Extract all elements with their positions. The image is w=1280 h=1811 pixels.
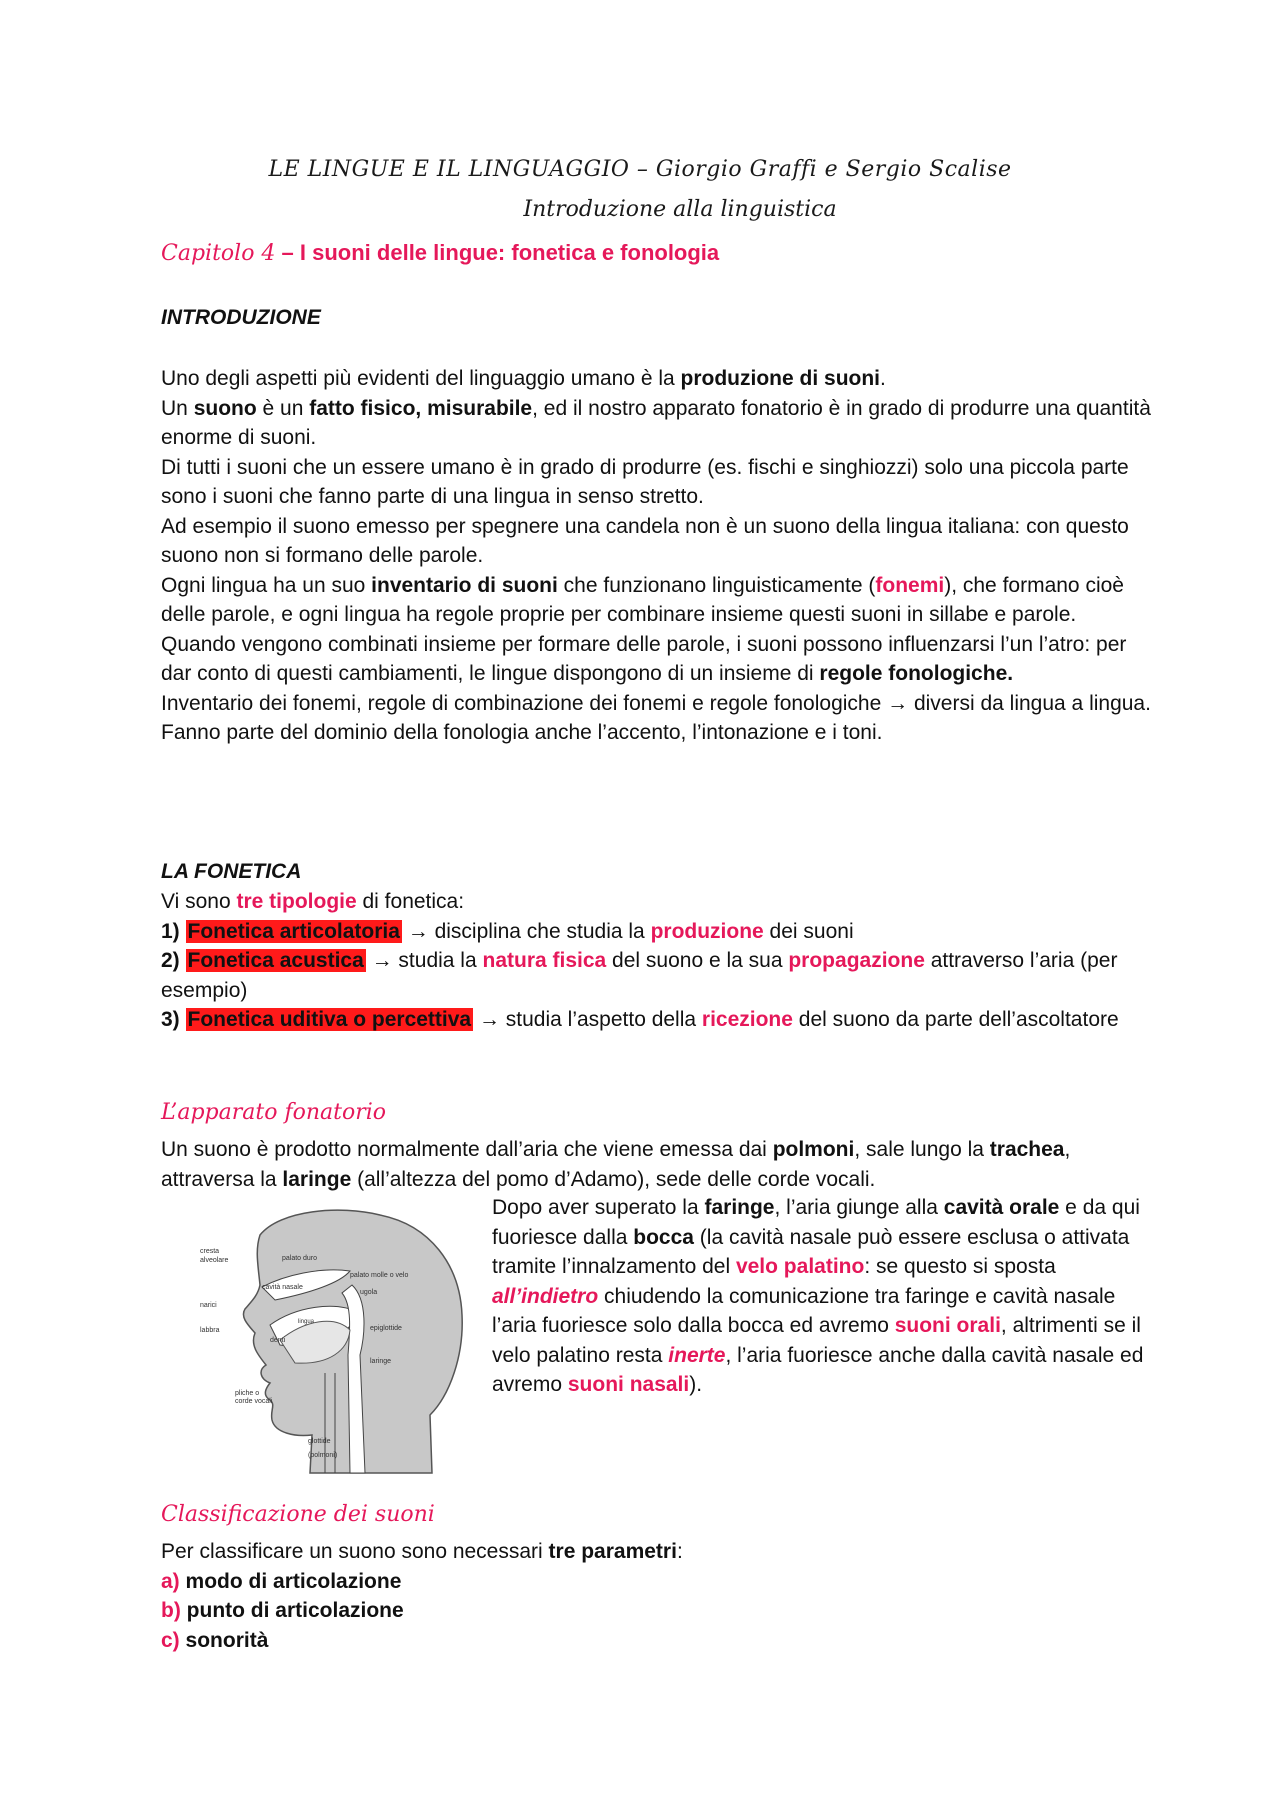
arrow-icon: →	[887, 691, 909, 715]
figure-label: laringe	[370, 1358, 392, 1365]
figure-label: alveolare	[200, 1257, 229, 1264]
document-title: LE LINGUE E IL LINGUAGGIO – Giorgio Graffi e Sergio Scalise	[268, 157, 1012, 182]
intro-paragraph: Fanno parte del dominio della fonologia anche l’accento, l’intonazione e i toni.	[161, 721, 883, 744]
vocal-tract-illustration	[200, 1205, 480, 1475]
highlight-term: Fonetica articolatoria	[187, 919, 400, 943]
figure-label: glottide	[308, 1438, 331, 1445]
chapter-title: I suoni delle lingue: fonetica e fonologia	[299, 240, 720, 265]
fonetica-item: 2) Fonetica acustica → studia la natura fisica del suono e la sua propagazione attraverso l’aria (per esempio)	[161, 949, 1118, 1002]
fonetica-item: 1) Fonetica articolatoria → disciplina che studia la produzione dei suoni	[161, 919, 854, 943]
apparato-heading: L’apparato fonatorio	[161, 1100, 386, 1125]
intro-paragraph: Ogni lingua ha un suo inventario di suoni che funzionano linguisticamente (fonemi), che formano cioè delle parole, e ogni lingua ha regole proprie per combinare insieme questi suoni in sillabe e parole.	[161, 573, 1124, 626]
figure-label: cresta	[200, 1248, 220, 1255]
list-item: b) punto di articolazione	[161, 1599, 404, 1622]
apparato-description: Dopo aver superato la faringe, l’aria giunge alla cavità orale e da qui fuoriesce dalla bocca (la cavità nasale può essere esclusa o attivata tramite l’innalzamento del velo palatino: se questo si sposta all’indietro chiudendo la comunicazione tra faringe e cavità nasale l’aria fuoriesce solo dalla bocca ed avremo suoni orali, altrimenti se il velo palatino resta inerte, l’aria fuoriesce anche dalla cavità nasale ed avremo suoni nasali).	[492, 1196, 1144, 1396]
fonetica-body	[161, 887, 1151, 1035]
figure-label: (polmoni)	[308, 1452, 338, 1459]
fonetica-heading: LA FONETICA	[161, 860, 302, 883]
intro-paragraph: Un suono è un fatto fisico, misurabile, ed il nostro apparato fonatorio è in grado di produrre una quantità enorme di suoni.	[161, 396, 1151, 449]
intro-paragraph: Uno degli aspetti più evidenti del linguaggio umano è la produzione di suoni.	[161, 367, 886, 390]
apparato-intro: Un suono è prodotto normalmente dall’aria che viene emessa dai polmoni, sale lungo la trachea, attraversa la laringe (all’altezza del pomo d’Adamo), sede delle corde vocali.	[161, 1138, 1071, 1191]
intro-paragraph: Di tutti i suoni che un essere umano è in grado di produrre (es. fischi e singhiozzi) solo una piccola parte sono i suoni che fanno parte di una lingua in senso stretto.	[161, 455, 1129, 508]
highlight-term: Fonetica acustica	[187, 949, 364, 972]
intro-body	[161, 364, 1151, 748]
chapter-dash: –	[275, 240, 300, 265]
figure-label: pliche o	[235, 1390, 260, 1397]
figure-label: labbra	[200, 1327, 220, 1334]
figure-label: epiglottide	[370, 1325, 402, 1332]
list-item: a) modo di articolazione	[161, 1569, 402, 1593]
figure-label: corde vocali	[235, 1398, 273, 1405]
figure-label: denti	[270, 1337, 286, 1344]
document-subtitle: Introduzione alla linguistica	[523, 197, 837, 222]
intro-heading: INTRODUZIONE	[161, 306, 321, 329]
figure-label: palato molle o velo	[350, 1272, 409, 1279]
figure-label: narici	[200, 1302, 217, 1309]
classificazione-body: Per classificare un suono sono necessari tre parametri: a) modo di articolazione b) punto di articolazione c) sonorità	[161, 1537, 1151, 1655]
figure-label: cavità nasale	[262, 1284, 303, 1291]
classificazione-heading: Classificazione dei suoni	[161, 1502, 435, 1527]
chapter-heading	[161, 240, 719, 266]
chapter-label: Capitolo 4	[161, 241, 276, 266]
fonetica-item: 3) Fonetica uditiva o percettiva → studia l’aspetto della ricezione del suono da parte dell’ascoltatore	[161, 1008, 1119, 1031]
intro-paragraph: Ad esempio il suono emesso per spegnere una candela non è un suono della lingua italiana: con questo suono non si formano delle parole.	[161, 514, 1129, 567]
figure-label: lingua	[298, 1319, 315, 1325]
figure-label: ugola	[360, 1289, 378, 1296]
intro-paragraph: Quando vengono combinati insieme per formare delle parole, i suoni possono influenzarsi l’un l’atro: per dar conto di questi cambiamenti, le lingue dispongono di un insieme di regole fonologiche.	[161, 632, 1127, 685]
highlight-term: Fonetica uditiva o percettiva	[187, 1008, 472, 1031]
intro-paragraph: Inventario dei fonemi, regole di combinazione dei fonemi e regole fonologiche → diversi da lingua a lingua.	[161, 691, 1151, 715]
list-item: c) sonorità	[161, 1628, 269, 1652]
figure-label: palato duro	[282, 1255, 318, 1262]
fonetica-intro: Vi sono tre tipologie di fonetica:	[161, 890, 465, 913]
